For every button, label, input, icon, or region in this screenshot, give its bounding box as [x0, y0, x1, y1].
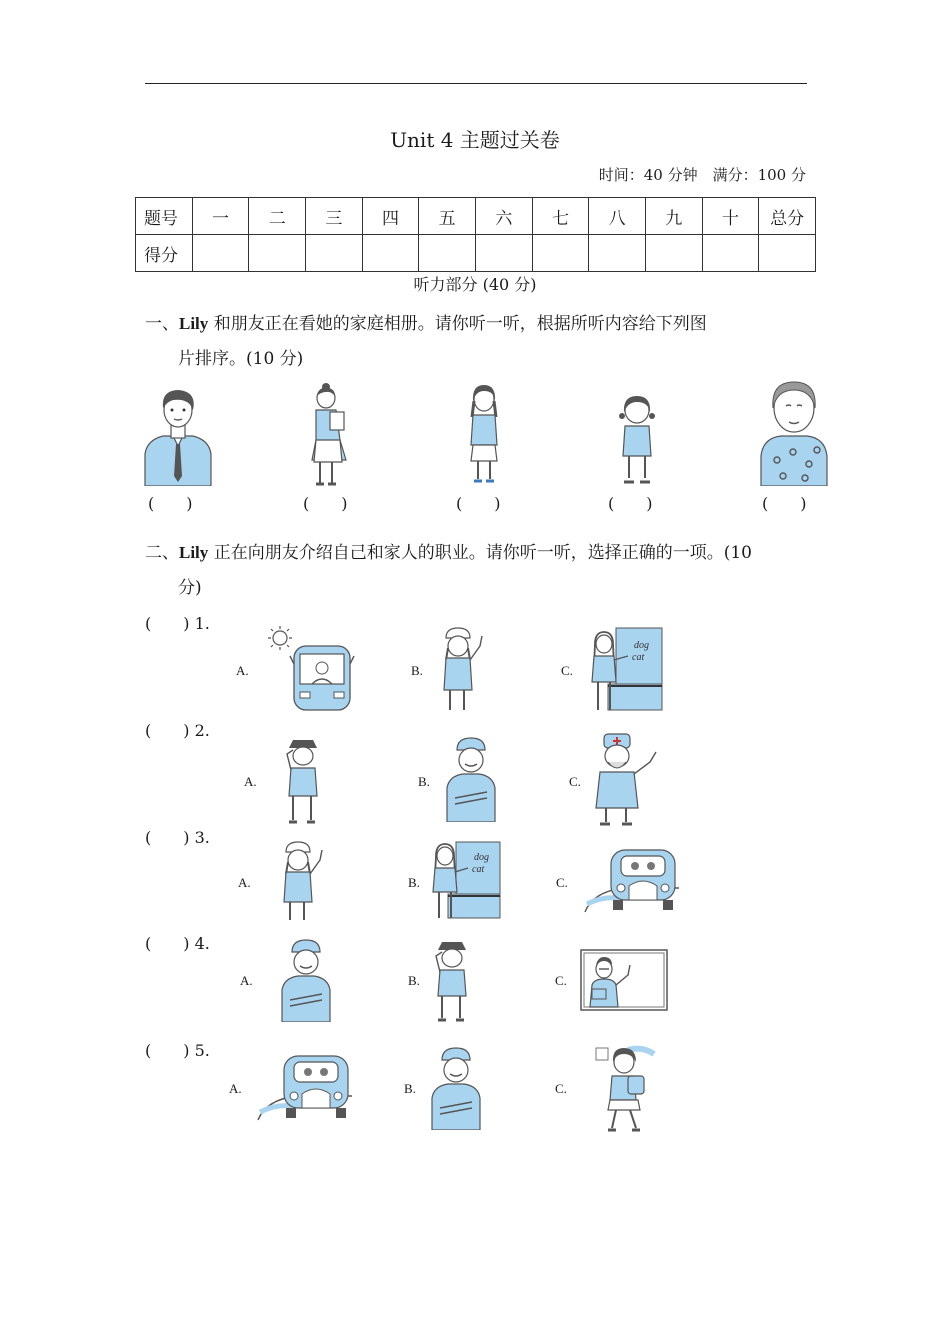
male-teacher-icon	[580, 949, 668, 1011]
score-col: 四	[362, 198, 419, 235]
question-number: 1.	[194, 614, 210, 633]
girl-figure-icon	[464, 383, 504, 487]
option-label[interactable]: C.	[561, 663, 573, 678]
answer-blank[interactable]: ( )	[145, 934, 190, 953]
grandmother-figure-icon	[759, 380, 829, 486]
answer-blank[interactable]: ( )	[762, 494, 807, 513]
score-table-row-label: 得分	[136, 235, 193, 272]
answer-blank[interactable]: ( )	[608, 494, 653, 513]
father-figure-icon	[143, 384, 213, 486]
score-col: 二	[249, 198, 306, 235]
teacher-board-icon	[430, 840, 502, 920]
option-label[interactable]: B.	[411, 663, 423, 678]
police-officer-icon	[432, 938, 472, 1022]
option-label[interactable]: C.	[556, 875, 568, 890]
answer-blank[interactable]: ( )	[145, 828, 190, 847]
question-number-3	[145, 825, 210, 848]
part2-number: 二、	[145, 543, 179, 563]
option-label[interactable]: B.	[404, 1081, 416, 1096]
worker-icon	[428, 1046, 484, 1130]
score-col: 九	[645, 198, 702, 235]
car-driver-icon	[256, 1050, 356, 1122]
score-col: 八	[589, 198, 646, 235]
score-cell[interactable]	[645, 235, 702, 272]
bus-driver-icon	[266, 626, 358, 712]
score-col: 三	[306, 198, 363, 235]
car-driver-icon	[583, 846, 683, 914]
score-col: 五	[419, 198, 476, 235]
question-number-5	[145, 1038, 210, 1061]
page-title: Unit 4 主题过关卷	[390, 128, 560, 152]
board-text: dog	[474, 852, 489, 863]
option-label[interactable]: B.	[418, 774, 430, 789]
score-cell[interactable]	[362, 235, 419, 272]
exam-meta: 时间：40 分钟 满分：100 分	[598, 166, 806, 184]
score-table-score-row	[136, 235, 816, 272]
part2-instruction-cont: 分)	[178, 578, 202, 598]
answer-blank[interactable]: ( )	[456, 494, 501, 513]
score-col-total: 总分	[759, 198, 816, 235]
question-number-2	[145, 718, 210, 741]
question-number: 4.	[194, 934, 210, 953]
score-col: 六	[476, 198, 533, 235]
option-label[interactable]: A.	[229, 1081, 242, 1096]
question-number: 5.	[194, 1041, 210, 1060]
part1-instruction	[145, 309, 707, 334]
question-number-1	[145, 611, 210, 634]
board-text: cat	[632, 652, 645, 663]
score-table	[135, 197, 816, 272]
nurse-icon	[276, 840, 326, 924]
worker-icon	[443, 736, 499, 822]
option-label[interactable]: B.	[408, 875, 420, 890]
question-number-4	[145, 931, 210, 954]
score-cell[interactable]	[589, 235, 646, 272]
score-cell[interactable]	[702, 235, 759, 272]
option-label[interactable]: C.	[569, 774, 581, 789]
score-col: 七	[532, 198, 589, 235]
police-officer-icon	[283, 736, 323, 824]
score-table-header-row	[136, 198, 816, 235]
option-label[interactable]: C.	[555, 973, 567, 988]
option-label[interactable]: C.	[555, 1081, 567, 1096]
score-cell[interactable]	[476, 235, 533, 272]
part2-instruction	[145, 538, 752, 563]
part2-text: 正在向朋友介绍自己和家人的职业。请你听一听，选择正确的一项。(10	[208, 543, 752, 563]
score-cell[interactable]	[306, 235, 363, 272]
part1-number: 一、	[145, 314, 179, 334]
score-col: 一	[192, 198, 249, 235]
answer-blank[interactable]: ( )	[145, 1041, 190, 1060]
part1-instruction-cont: 片排序。(10 分)	[178, 349, 304, 369]
top-rule	[145, 83, 807, 84]
nurse-icon	[436, 626, 486, 714]
option-label[interactable]: A.	[238, 875, 251, 890]
worker-icon	[278, 938, 334, 1022]
score-col: 十	[702, 198, 759, 235]
answer-blank[interactable]: ( )	[148, 494, 193, 513]
mother-figure-icon	[306, 380, 350, 488]
option-label[interactable]: A.	[244, 774, 257, 789]
doctor-icon	[590, 732, 662, 828]
option-label[interactable]: A.	[236, 663, 249, 678]
part2-name: Lily	[179, 543, 209, 562]
score-table-row-label: 题号	[136, 198, 193, 235]
listening-section-title: 听力部分 (40 分)	[413, 275, 537, 294]
score-cell[interactable]	[759, 235, 816, 272]
question-number: 3.	[194, 828, 210, 847]
part1-text: 和朋友正在看她的家庭相册。请你听一听，根据所听内容给下列图	[208, 314, 707, 334]
answer-blank[interactable]: ( )	[145, 614, 190, 633]
question-number: 2.	[194, 721, 210, 740]
board-text: cat	[472, 864, 485, 875]
option-label[interactable]: A.	[240, 973, 253, 988]
answer-blank[interactable]: ( )	[303, 494, 348, 513]
option-label[interactable]: B.	[408, 973, 420, 988]
teacher-board-icon	[588, 626, 664, 712]
small-girl-figure-icon	[616, 394, 658, 488]
schoolgirl-icon	[594, 1044, 658, 1132]
score-cell[interactable]	[249, 235, 306, 272]
part1-name: Lily	[179, 314, 209, 333]
score-cell[interactable]	[192, 235, 249, 272]
board-text: dog	[634, 640, 649, 651]
answer-blank[interactable]: ( )	[145, 721, 190, 740]
score-cell[interactable]	[419, 235, 476, 272]
score-cell[interactable]	[532, 235, 589, 272]
